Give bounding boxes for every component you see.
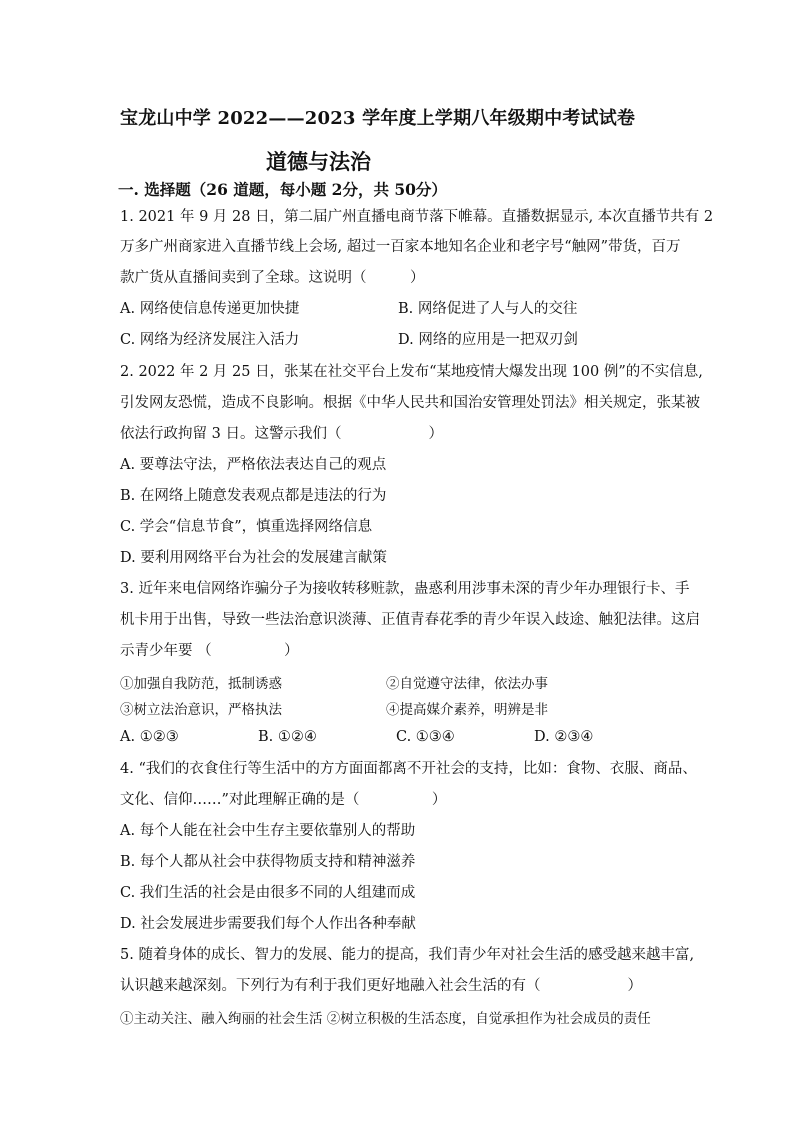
- subject-title: 道德与法治: [266, 149, 371, 174]
- q3-item-1: ①加强自我防范，抵制诱惑: [120, 676, 282, 692]
- q3-line: 3. 近年来电信网络诈骗分子为接收转移赃款，蛊惑利用涉事未深的青少年办理银行卡、手: [120, 581, 690, 597]
- q4-option-c: C. 我们生活的社会是由很多不同的人组建而成: [120, 885, 416, 901]
- q1-option-c: C. 网络为经济发展注入活力: [120, 332, 300, 348]
- q3-option-c: C. ①③④: [396, 729, 455, 745]
- q1-line: 1. 2021 年 9 月 28 日，第二届广州直播电商节落下帷幕。直播数据显示, 本次直播节共有 2: [120, 209, 714, 225]
- q4-option-a: A. 每个人能在社会中生存主要依靠别人的帮助: [120, 823, 416, 839]
- q3-item-4: ④提高媒介素养，明辨是非: [386, 702, 548, 718]
- q3-line: 机卡用于出售，导致一些法治意识淡薄、正值青春花季的青少年误入歧途、触犯法律。这启: [120, 612, 700, 628]
- q1-option-d: D. 网络的应用是一把双刃剑: [398, 332, 578, 348]
- q1-option-b: B. 网络促进了人与人的交往: [398, 301, 578, 317]
- q4-option-d: D. 社会发展进步需要我们每个人作出各种奉献: [120, 916, 416, 932]
- exam-title: 宝龙山中学 2022——2023 学年度上学期八年级期中考试试卷: [120, 108, 636, 129]
- q4-line: 文化、信仰……”对此理解正确的是（ ）: [120, 792, 447, 808]
- q2-option-b: B. 在网络上随意发表观点都是违法的行为: [120, 488, 387, 504]
- q1-option-a: A. 网络使信息传递更加快捷: [120, 301, 300, 317]
- q5-items-line: ①主动关注、融入绚丽的社会生活 ②树立积极的生活态度，自觉承担作为社会成员的责任: [120, 1011, 651, 1027]
- section-heading: 一. 选择题（26 道题，每小题 2分，共 50分）: [118, 180, 447, 199]
- q5-line: 认识越来越深刻。下列行为有利于我们更好地融入社会生活的有（ ）: [120, 978, 642, 994]
- q2-option-d: D. 要利用网络平台为社会的发展建言献策: [120, 550, 387, 566]
- q2-line: 引发网友恐慌，造成不良影响。根据《中华人民共和国治安管理处罚法》相关规定，张某被: [120, 395, 700, 411]
- q3-line: 示青少年要 （ ）: [120, 643, 299, 659]
- q2-option-a: A. 要尊法守法，严格依法表达自己的观点: [120, 457, 387, 473]
- q2-option-c: C. 学会“信息节食”，慎重选择网络信息: [120, 519, 373, 535]
- q1-line: 万多广州商家进入直播节线上会场, 超过一百家本地知名企业和老字号“触网”带货，百万: [120, 239, 681, 255]
- q3-item-3: ③树立法治意识，严格执法: [120, 702, 282, 718]
- q3-item-2: ②自觉遵守法律，依法办事: [386, 676, 548, 692]
- q2-line: 2. 2022 年 2 月 25 日，张某在社交平台上发布“某地疫情大爆发出现 100 例”的不实信息,: [120, 364, 703, 380]
- q4-option-b: B. 每个人都从社会中获得物质支持和精神滋养: [120, 854, 416, 870]
- q3-option-d: D. ②③④: [534, 729, 594, 745]
- q4-line: 4. “我们的衣食住行等生活中的方方面面都离不开社会的支持，比如：食物、衣服、商品、: [120, 761, 697, 777]
- q3-option-b: B. ①②④: [258, 729, 317, 745]
- q1-line: 款广货从直播间卖到了全球。这说明（ ）: [120, 270, 425, 286]
- q2-line: 依法行政拘留 3 日。这警示我们（ ）: [120, 426, 443, 442]
- q5-line: 5. 随着身体的成长、智力的发展、能力的提高，我们青少年对社会生活的感受越来越丰富,: [120, 947, 695, 963]
- q3-option-a: A. ①②③: [120, 729, 179, 745]
